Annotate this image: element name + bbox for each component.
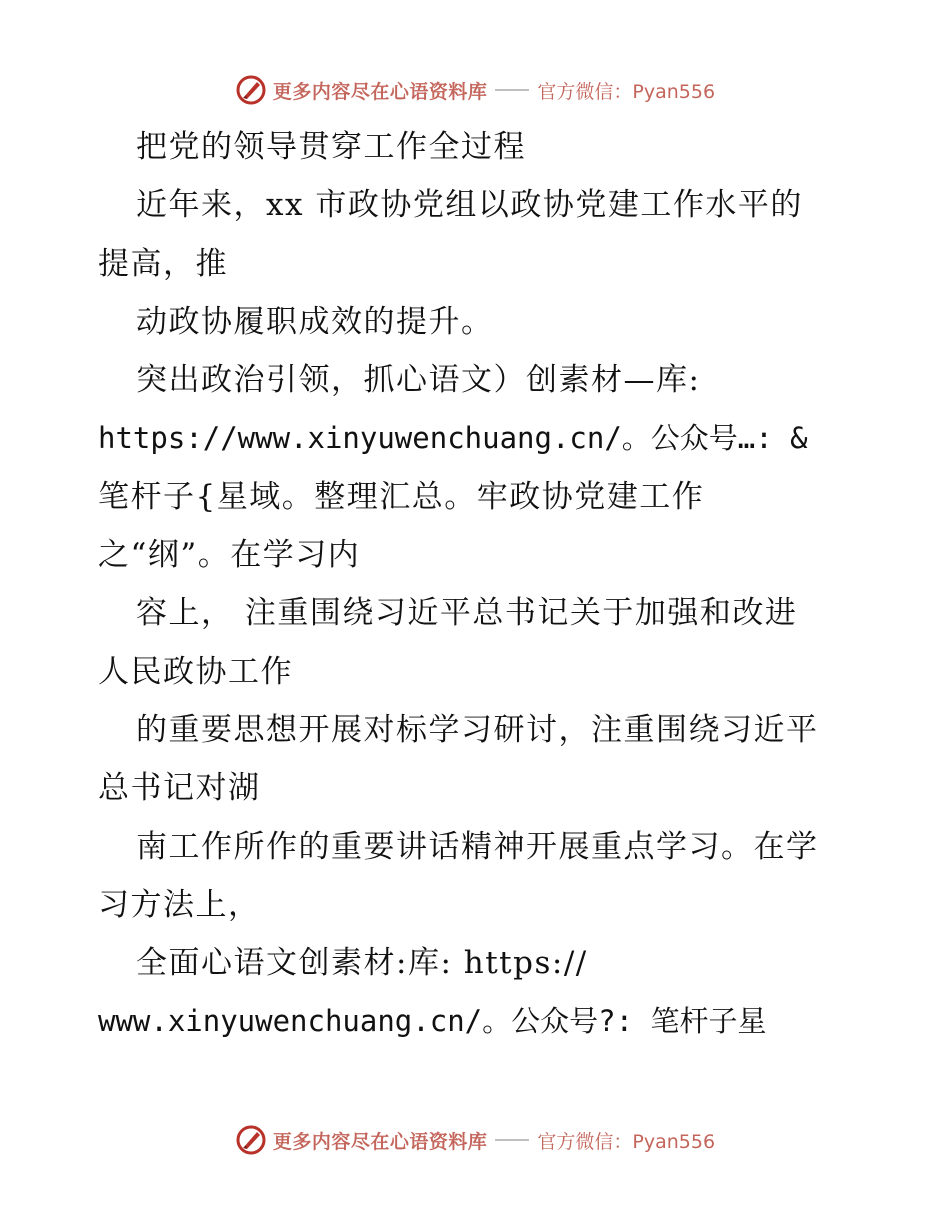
paragraph-line: 南工作所作的重要讲话精神开展重点学习。在学: [136, 828, 819, 865]
header-brand-text: 更多内容尽在心语资料库: [272, 80, 488, 103]
header-divider: [495, 89, 529, 91]
paragraph-line: 总书记对湖: [98, 770, 261, 807]
paragraph-line: 全面心语文创素材:库: https://: [136, 945, 588, 982]
paragraph-line: https://www.xinyuwenchuang.cn/。公众号…: &: [98, 421, 808, 456]
paragraph-line: 习方法上，: [98, 886, 261, 923]
doc-title: 把党的领导贯穿工作全过程: [136, 129, 526, 165]
pen-quill-icon: [235, 1124, 267, 1156]
paragraph-line: 的重要思想开展对标学习研讨，注重围绕习近平: [136, 711, 819, 748]
paragraph-line: 人民政协工作: [98, 653, 293, 690]
footer-brand-text: 更多内容尽在心语资料库: [272, 1130, 488, 1153]
pen-quill-icon: [235, 74, 267, 106]
paragraph-line: www.xinyuwenchuang.cn/。公众号?: 笔杆子星: [98, 1004, 767, 1039]
paragraph-line: 笔杆子{星域。整理汇总。牢政协党建工作: [98, 478, 705, 515]
paragraph-line: 提高，推: [98, 245, 228, 282]
document-body: [98, 124, 858, 1057]
footer-wechat-text: 官方微信：Pyan556: [537, 1130, 716, 1153]
footer-divider: [495, 1139, 529, 1141]
paragraph-line: 动政协履职成效的提升。: [136, 303, 494, 340]
paragraph-line: 突出政治引领，抓心语文）创素材—库:: [136, 362, 701, 399]
header-watermark: [0, 70, 950, 110]
paragraph-line: 容上， 注重围绕习近平总书记关于加强和改进: [136, 595, 798, 632]
paragraph-line: 近年来，xx 市政协党组以政协党建工作水平的: [136, 187, 803, 224]
footer-watermark: [0, 1120, 950, 1160]
paragraph-line: 之“纲”。在学习内: [98, 537, 361, 574]
header-wechat-text: 官方微信：Pyan556: [537, 80, 716, 103]
